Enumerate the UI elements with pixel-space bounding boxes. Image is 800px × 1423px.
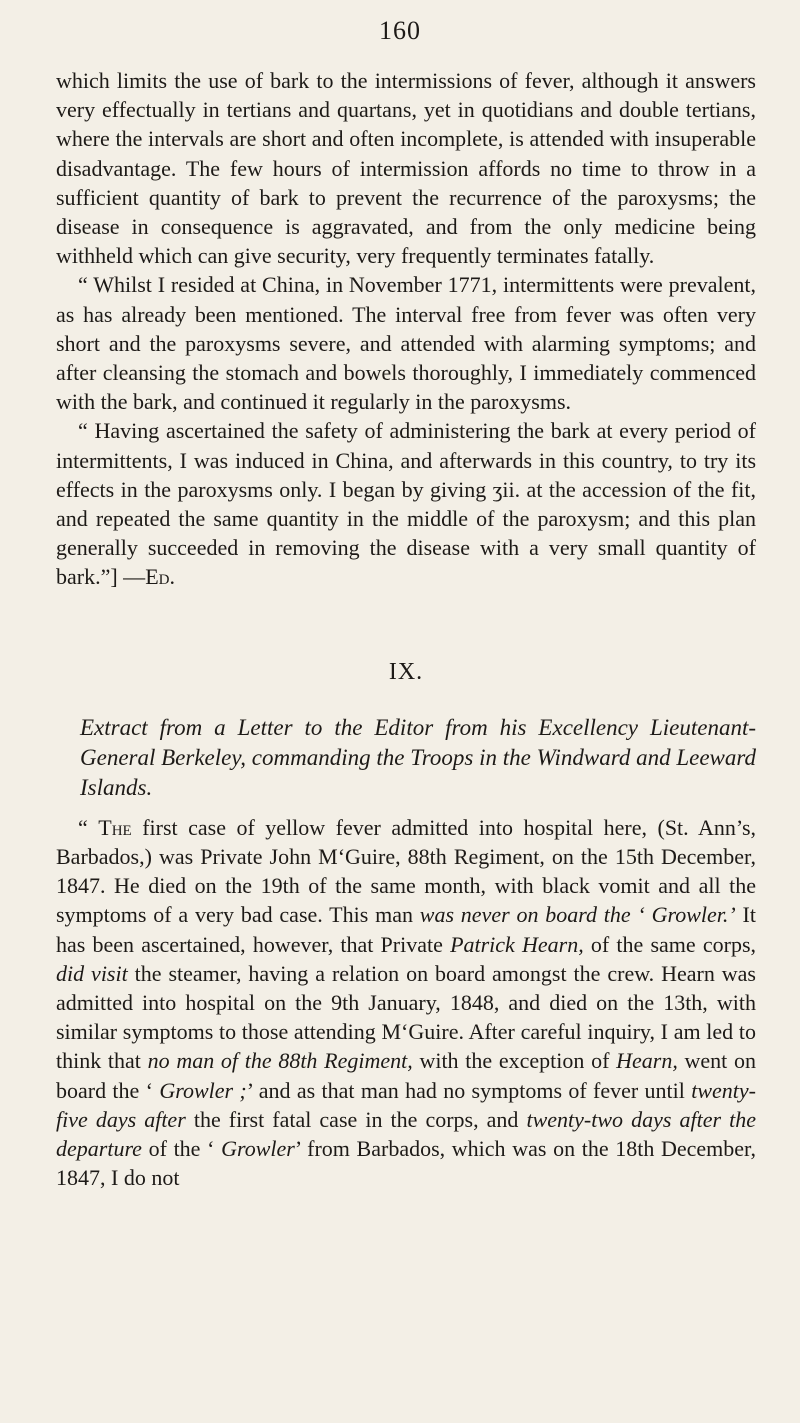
- letter-text-3: of the same corps,: [583, 931, 757, 957]
- letter-text-7: ’ and as that man had no symptoms of fever until: [246, 1077, 692, 1103]
- page-number: 160: [379, 16, 421, 45]
- open-quote: “: [78, 814, 99, 840]
- paragraph-paroxysms-text: “ Having ascertained the safety of administering the bark at every period of intermittents, I was induced in China, and afterwards in this country, to try its effects in the paroxysms only. I began by giving ʒii. at the accession of the fit, and repeated the same quantity in the middle of the paroxysm; and this plan generally succeeded in removing the disease with a very small quantity of bark.”] —: [56, 418, 756, 590]
- letter-emphasis-3: did visit: [56, 960, 128, 986]
- letter-emphasis-9: Growler: [221, 1136, 295, 1162]
- letter-emphasis-8: twenty-two days after the departure: [56, 1106, 756, 1162]
- letter-emphasis-5: Hearn,: [616, 1048, 678, 1074]
- extract-title: Extract from a Letter to the Editor from his Excellency Lieutenant-General Berkeley, commanding the Troops in the Windward and Leeward Islands.: [80, 714, 756, 800]
- editor-mark: Ed.: [145, 564, 175, 590]
- letter-text-9: of the ‘: [141, 1136, 222, 1162]
- letter-paragraph: [56, 813, 756, 1193]
- letter-text-4: the steamer, having a relation on board amongst the crew. Hearn was admitted into hospital on the 9th January, 1848, and died on the 13th, with similar symptoms to those attending M‘Guire. After careful inquiry, I am led to think that: [56, 960, 756, 1074]
- letter-emphasis-2: Patrick Hearn,: [450, 931, 584, 957]
- paragraph-paroxysms-only: [56, 416, 756, 591]
- first-word: The: [98, 814, 132, 840]
- letter-emphasis-7: twenty-five days after: [56, 1077, 756, 1132]
- paragraph-bark-intermissions: which limits the use of bark to the intermissions of fever, although it answers very effectually in tertians and quartans, yet in quotidians and double tertians, where the intervals are short and often incomplete, is attended with insuperable disadvantage. The few hours of intermission affords no time to throw in a sufficient quantity of bark to prevent the recurrence of the paroxysms; the disease in consequence is aggravated, and from the only medicine being withheld which can give security, very frequently terminates fatally.: [56, 68, 756, 269]
- section-number: IX.: [388, 658, 424, 685]
- letter-text-5: with the exception of: [412, 1048, 617, 1074]
- letter-emphasis-6: Growler ;: [159, 1077, 247, 1103]
- letter-text-1: first case of yellow fever admitted into hospital here, (St. Ann’s, Barbados,) was Private John M‘Guire, 88th Regiment, on the 15th December, 1847. He died on the 19th of the same month, with black vomit and all the symptoms of a very bad case. This man: [56, 814, 757, 928]
- paragraph-china-1771: “ Whilst I resided at China, in November 1771, intermittents were prevalent, as has already been mentioned. The interval free from fever was often very short and the paroxysms severe, and attended with alarming symptoms; and after cleansing the stomach and bowels thoroughly, I immediately commenced with the bark, and continued it regularly in the paroxysms.: [56, 272, 756, 415]
- letter-emphasis-1: was never on board the ‘ Growler.’: [419, 902, 736, 928]
- page-body: [56, 66, 756, 1193]
- letter-emphasis-4: no man of the 88th Regiment,: [147, 1048, 413, 1074]
- letter-text-10: ’ from Barbados, which was on the 18th December, 1847, I do not: [56, 1136, 756, 1191]
- letter-text-2: It has been ascertained, however, that Private: [56, 902, 756, 957]
- letter-text-6: went on board the ‘: [56, 1048, 757, 1103]
- letter-text-8: the first fatal case in the corps, and: [185, 1106, 527, 1132]
